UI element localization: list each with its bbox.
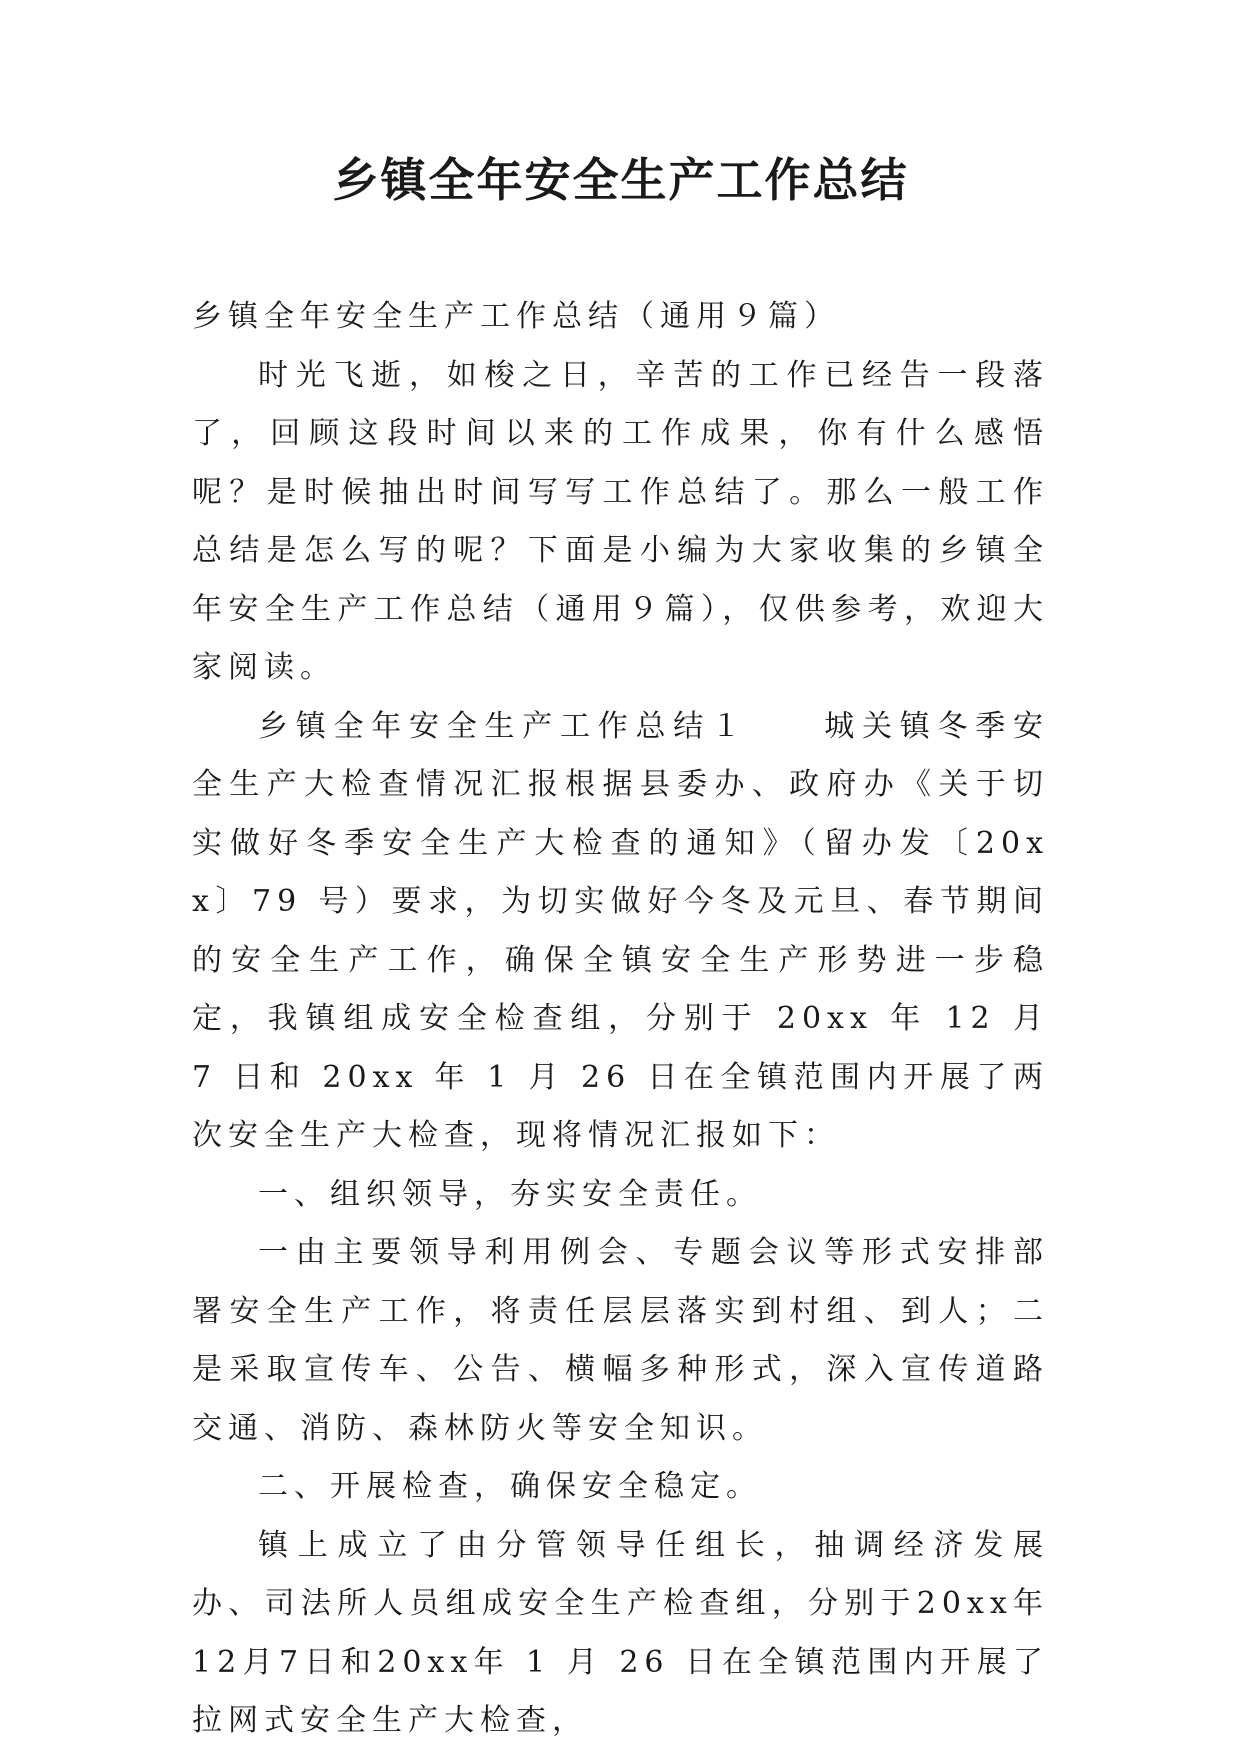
paragraph-subtitle: 乡镇全年安全生产工作总结（通用９篇）: [192, 299, 840, 334]
paragraph-summary-1: 乡镇全年安全生产工作总结１ 城关镇冬季安全生产大检查情况汇报根据县委办、政府办《关于切实做好冬季安全生产大检查的通知》（留办发〔20xx〕79 号）要求，为切实做好今冬及元旦、春节期间的安全生产工作，确保全镇安全生产形势进一步稳定，我镇组成安全检查组，分别于 20xx 年 12 月 7 日和 20xx 年 1 月 26 日在全镇范围内开展了两次安全生产大检查，现将情况汇报如下：: [192, 708, 1049, 1153]
document-body: [192, 288, 1049, 1751]
paragraph-section-1: 一由主要领导利用例会、专题会议等形式安排部署安全生产工作，将责任层层落实到村组、到人；二是采取宣传车、公告、横幅多种形式，深入宣传道路交通、消防、森林防火等安全知识。: [192, 1235, 1049, 1446]
section-heading-2: 二、开展检查，确保安全稳定。: [258, 1469, 762, 1504]
paragraph-intro: 时光飞逝，如梭之日，辛苦的工作已经告一段落了，回顾这段时间以来的工作成果，你有什么感悟呢？是时候抽出时间写写工作总结了。那么一般工作总结是怎么写的呢？下面是小编为大家收集的乡镇全年安全生产工作总结（通用９篇），仅供参考，欢迎大家阅读。: [192, 357, 1049, 685]
document-title: 乡镇全年安全生产工作总结: [332, 153, 909, 207]
paragraph-section-2: 镇上成立了由分管领导任组长，抽调经济发展办、司法所人员组成安全生产检查组，分别于20xx年12月7日和20xx年 1 月 26 日在全镇范围内开展了拉网式安全生产大检查，: [192, 1527, 1049, 1738]
section-heading-1: 一、组织领导，夯实安全责任。: [258, 1176, 762, 1212]
